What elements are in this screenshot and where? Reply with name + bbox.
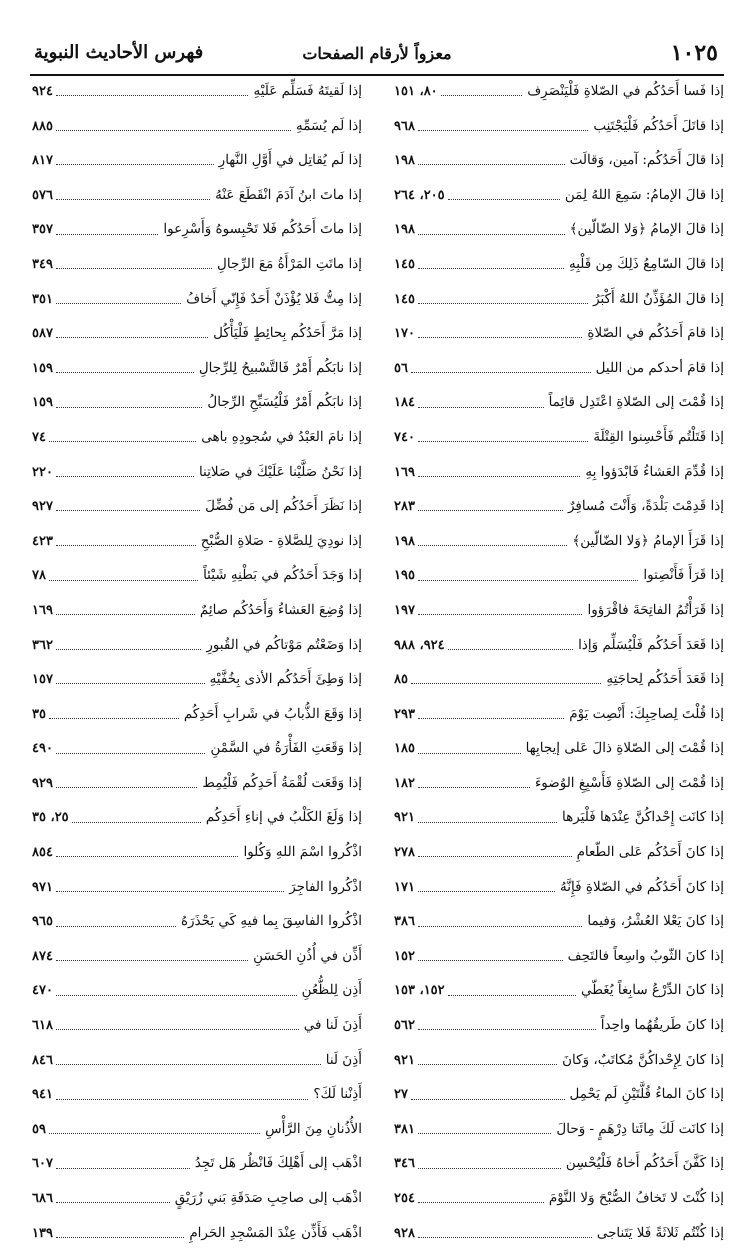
hadith-incipit: إذا نابَكُم أَمْرٌ فَالتَّسْبيحُ لِلرِّجالِ	[198, 359, 362, 376]
hadith-incipit: إذا نامَ العَبْدُ في سُجودِهِ باهى	[201, 428, 362, 445]
page-reference: ١٩٨	[394, 222, 415, 238]
index-entry	[394, 1043, 724, 1078]
leader-dots	[418, 821, 557, 823]
page-reference: ١٥٧	[32, 672, 53, 688]
index-entry	[32, 178, 362, 213]
leader-dots	[448, 994, 576, 996]
leader-dots	[56, 233, 158, 235]
page-reference: ٢٨٣	[394, 499, 415, 515]
page-reference: ١٩٧	[394, 602, 415, 618]
leader-dots	[56, 302, 181, 304]
hadith-incipit: إذا كُنْتَ لا تَخافُ الصُّبْحَ وَلا النَّوْمَ	[548, 1190, 724, 1206]
leader-dots	[411, 1098, 565, 1100]
index-entry	[32, 212, 362, 247]
index-entry	[394, 662, 724, 697]
hadith-incipit: اذْهَب فَأَذِّن عِنْدَ المَسْجِدِ الحَرامِ	[189, 1224, 362, 1241]
index-entry	[394, 385, 724, 420]
index-entry	[394, 351, 724, 386]
leader-dots	[418, 855, 572, 857]
index-entry	[32, 489, 362, 524]
leader-dots	[56, 994, 297, 996]
index-entry	[394, 1181, 724, 1216]
page-reference: ١٤٥	[394, 256, 415, 272]
page-reference: ٢٥٤	[394, 1191, 415, 1206]
page-reference: ١٩٨	[394, 153, 415, 169]
hadith-incipit: أَذِنْنا لَكَ؟	[313, 1086, 362, 1103]
page-reference: ٨٠، ١٥١	[394, 84, 438, 99]
page-reference: ٣٨٦	[394, 914, 415, 930]
page-reference: ٣٥١	[32, 291, 53, 307]
hadith-incipit: إذا كُنْتُم ثَلاثَةً فَلا يَتَناجى	[596, 1224, 724, 1241]
leader-dots	[418, 163, 565, 165]
page-reference: ٢٧	[394, 1087, 408, 1103]
index-entry	[394, 766, 724, 801]
page-reference: ٨٤٦	[32, 1052, 53, 1068]
index-entry	[32, 904, 362, 939]
hadith-incipit: إذا كانَت إِحْداكُنَّ عِنْدَها فَلْيَرها	[562, 809, 724, 826]
page-reference: ١٨٥	[394, 741, 415, 757]
hadith-incipit: إذا قَرَأَ فَأَنْصِتوا	[643, 567, 724, 584]
page-reference: ٨٥	[394, 672, 408, 688]
leader-dots	[56, 509, 200, 511]
leader-dots	[448, 648, 574, 650]
leader-dots	[418, 752, 521, 754]
hadith-incipit: إذا ماتَتِ المَرْأَةُ مَعَ الرِّجالِ	[217, 255, 362, 272]
index-entry	[394, 489, 724, 524]
hadith-incipit: إذا قَرَأْتُمُ الفاتِحَةَ فاقْرَؤوا	[587, 601, 724, 618]
page-reference: ٩٢٩	[32, 775, 53, 791]
index-entry	[394, 593, 724, 628]
hadith-incipit: إذا نَظَرَ أَحَدُكُم إلى مَن فُضِّلَ	[205, 498, 362, 515]
index-entry	[32, 870, 362, 905]
index-entry	[32, 316, 362, 351]
hadith-incipit: إذا قاتَلَ أَحَدُكُم فَلْيَجْتَنِب	[593, 117, 724, 134]
hadith-incipit: إذا مِتُّ فَلا يُؤْذَنْ أَحَدٌ فَإِنّي أَخافُ	[186, 290, 362, 307]
index-entry	[394, 628, 724, 663]
leader-dots	[56, 371, 194, 373]
hadith-incipit: إذا قُلْتَ لِصاحِبِكَ: أَنْصِت يَوْمَ	[569, 705, 724, 722]
index-entry	[32, 1008, 362, 1043]
index-entry	[394, 904, 724, 939]
hadith-incipit: إذا قالَ السّامِعُ ذَلِكَ مِن قَلْبِهِ	[568, 255, 724, 272]
index-entry	[32, 524, 362, 559]
index-entry	[32, 835, 362, 870]
hadith-incipit: إذا نابَكُم أَمْرٌ فَلْيُسَبِّحِ الرِّجالُ	[207, 394, 362, 411]
page-reference: ٣٥٧	[32, 222, 53, 238]
index-entry	[32, 800, 362, 835]
leader-dots	[56, 959, 248, 961]
leader-dots	[418, 1201, 544, 1203]
leader-dots	[56, 336, 208, 338]
leader-dots	[56, 855, 239, 857]
index-entry	[32, 143, 362, 178]
page-reference: ٣٥	[32, 706, 46, 722]
hadith-incipit: إذا قامَ أَحَدُكُم في الصّلاةِ	[587, 325, 724, 342]
leader-dots	[418, 544, 567, 546]
index-entry	[32, 420, 362, 455]
page-reference: ١٦٩	[32, 602, 53, 618]
hadith-incipit: إذا قَعَدَ أَحَدُكُم لِحاجَتِهِ	[606, 671, 724, 688]
hadith-incipit: إذا كَفَّنَ أَحَدُكُم أَخاهُ فَلْيُحْسِن	[565, 1155, 724, 1172]
leader-dots	[49, 579, 198, 581]
index-entry	[32, 558, 362, 593]
leader-dots	[56, 648, 201, 650]
hadith-incipit: إذا وَلَغَ الكَلْبُ في إناءِ أَحَدِكُم	[205, 809, 362, 826]
hadith-incipit: إذا ماتَ أَحَدُكُم فَلا تَحْبِسوهُ وَأَسْرِعوا	[163, 221, 362, 238]
hadith-incipit: إذا قالَ أَحَدُكُم: آمين، وَقالَت	[569, 152, 724, 169]
hadith-incipit: إذا ماتَ ابنُ آدَمَ انْقَطَعَ عَنْهُ	[215, 186, 362, 203]
page-reference: ١٧٠	[394, 326, 415, 342]
hadith-incipit: إذا قُمْتَ إلى الصّلاةِ اعْتَدِل قائِماً	[548, 394, 724, 411]
hadith-incipit: إذا قَتَلْتُم فَأَحْسِنوا القِتْلَةَ	[593, 428, 724, 445]
leader-dots	[418, 302, 588, 304]
leader-dots	[56, 1201, 170, 1203]
index-entry	[32, 973, 362, 1008]
page-reference: ١٨٤	[394, 395, 415, 411]
leader-dots	[418, 1167, 561, 1169]
page-reference: ١٦٩	[394, 464, 415, 480]
leader-dots	[418, 129, 588, 131]
index-entry	[394, 247, 724, 282]
page-reference: ٤٢٣	[32, 533, 53, 549]
hadith-incipit: إذا لَقيتَهُ فَسَلِّم عَلَيْهِ	[253, 83, 362, 99]
hadith-incipit: إذا فَسا أَحَدُكُم في الصّلاةِ فَلْيَنْصَرِف	[527, 83, 724, 99]
page-reference: ١٥٢	[394, 948, 415, 964]
leader-dots	[56, 475, 194, 477]
page-reference: ٩٧١	[32, 879, 53, 895]
page-reference: ١٨٢	[394, 775, 415, 791]
page-reference: ٥٨٧	[32, 326, 53, 342]
page-reference: ٢٥، ٣٥	[32, 810, 69, 826]
index-entry	[32, 593, 362, 628]
hadith-incipit: إذا مَرَّ أَحَدُكُم بِحائِطٍ فَلْيَأْكُل	[213, 325, 362, 342]
hadith-incipit: إذا وَطِئَ أَحَدُكُم الأذى بِخُفَّيْهِ	[209, 671, 362, 688]
hadith-incipit: إذا قُمْتَ إلى الصّلاةِ ذالَ عَلى إيجابِها	[525, 740, 724, 757]
leader-dots	[418, 1028, 596, 1030]
hadith-incipit: إذا كانَ أَحَدُكُم عَلى الطّعامِ	[576, 844, 724, 861]
page-reference: ٩٢٤	[32, 84, 53, 99]
hadith-incipit: إذا كانَ الدِّرْعُ سابِغاً يُغَطّي	[580, 982, 724, 999]
page-reference: ٦٠٧	[32, 1156, 53, 1172]
leader-dots	[418, 925, 582, 927]
index-entry	[394, 1008, 724, 1043]
leader-dots	[56, 925, 176, 927]
index-entry	[32, 282, 362, 317]
index-entry	[394, 1216, 724, 1250]
leader-dots	[418, 509, 563, 511]
index-entry	[394, 1112, 724, 1147]
hadith-incipit: اذْهَب إلى صاحِبِ صَدَقَةِ بَني زُرَيْقٍ	[174, 1190, 362, 1206]
page-reference: ٧٨	[32, 568, 46, 584]
hadith-incipit: إذا لَم يُسَمِّهِ	[295, 117, 362, 134]
index-entry	[32, 939, 362, 974]
leader-dots	[49, 440, 196, 442]
hadith-incipit: إذا كانَ الماءُ قُلَّتَيْنِ لَم يَحْمِل	[569, 1086, 724, 1103]
leader-dots	[56, 94, 249, 96]
leader-dots	[56, 163, 214, 165]
page-reference: ١٧١	[394, 879, 415, 895]
page-reference: ٩٢٤، ٩٨٨	[394, 637, 445, 653]
index-entry	[394, 455, 724, 490]
leader-dots	[418, 1063, 557, 1065]
hadith-incipit: إذا قالَ الإمامُ: سَمِعَ اللهُ لِمَن	[564, 186, 724, 203]
page-reference: ٩٤١	[32, 1087, 53, 1103]
leader-dots	[448, 198, 560, 200]
index-entry	[32, 628, 362, 663]
book-section-title: فهرس الأحاديث النبوية	[34, 42, 204, 63]
page-reference: ٨٥٤	[32, 845, 53, 861]
page-reference: ١٥٩	[32, 395, 53, 411]
index-entry	[32, 731, 362, 766]
leader-dots	[56, 752, 206, 754]
leader-dots	[56, 1063, 321, 1065]
hadith-incipit: إذا قامَ أحدكم من الليل	[595, 359, 724, 376]
index-entry	[394, 524, 724, 559]
index-entry	[394, 316, 724, 351]
page-reference: ٣٦٢	[32, 637, 53, 653]
index-entry	[32, 385, 362, 420]
index-entry	[394, 973, 724, 1008]
page-reference: ١٥٢، ١٥٣	[394, 983, 445, 999]
page-reference: ٩٢١	[394, 1052, 415, 1068]
leader-dots	[56, 890, 284, 892]
hadith-incipit: اذْهَب إلى أَهْلِكَ فَانْظُر هَل تَجِدُ	[194, 1155, 362, 1172]
page-reference: ٨١٧	[32, 153, 53, 169]
index-column-left	[32, 74, 362, 1250]
hadith-incipit: إذا وَقَعَت لُقْمَةُ أَحَدِكُم فَلْيُمِط	[202, 774, 362, 791]
index-entry	[32, 109, 362, 144]
page-reference: ٨٨٥	[32, 118, 53, 134]
page-reference: ٢٢٠	[32, 464, 53, 480]
hadith-incipit: إذا قَعَدَ أَحَدُكُم فَلْيُسَلِّم وَإذا	[578, 636, 724, 653]
page-reference: ٩٦٨	[394, 118, 415, 134]
index-entry	[32, 247, 362, 282]
page-reference: ٥٦	[394, 360, 408, 376]
page-reference: ٣٤٦	[394, 1156, 415, 1172]
leader-dots	[418, 336, 582, 338]
leader-dots	[56, 682, 205, 684]
leader-dots	[418, 579, 638, 581]
index-entry	[32, 1181, 362, 1216]
page-reference: ١٩٥	[394, 568, 415, 584]
hadith-incipit: اذْكُروا الفاسِقَ بِما فيهِ كَي يَحْذَرَهُ	[180, 913, 362, 930]
leader-dots	[411, 371, 591, 373]
leader-dots	[56, 1028, 299, 1030]
page-number: ١٠٢٥	[670, 40, 718, 66]
leader-dots	[56, 1098, 308, 1100]
hadith-incipit: أَذِن لِلظُّعُنِ	[301, 982, 362, 999]
leader-dots	[418, 890, 555, 892]
leader-dots	[441, 94, 523, 96]
running-title: معزواً لأرقام الصفحات	[302, 44, 452, 63]
hadith-incipit: إذا كانَ لِإِحْداكُنَّ مُكاتَبٌ، وَكانَ	[562, 1051, 724, 1068]
page-header	[30, 38, 724, 76]
leader-dots	[56, 129, 291, 131]
page-reference: ٥٦٢	[394, 1018, 415, 1034]
leader-dots	[411, 682, 601, 684]
page-reference: ١٣٩	[32, 1225, 53, 1241]
leader-dots	[56, 786, 197, 788]
page-reference: ٨٧٤	[32, 948, 53, 964]
page-reference: ٧٤	[32, 429, 46, 445]
index-entry	[394, 282, 724, 317]
leader-dots	[418, 613, 582, 615]
leader-dots	[418, 1236, 592, 1238]
index-entry	[394, 835, 724, 870]
page-reference: ٧٤٠	[394, 429, 415, 445]
index-entry	[32, 1216, 362, 1250]
index-entry	[32, 1043, 362, 1078]
page-reference: ١٥٩	[32, 360, 53, 376]
leader-dots	[418, 233, 565, 235]
index-entry	[32, 766, 362, 801]
hadith-incipit: إذا كانَ الثّوبُ واسِعاً فالتَحِف	[567, 947, 724, 964]
hadith-incipit: إذا لَم يُقاتِل في أَوَّلِ النَّهارِ	[218, 152, 362, 169]
hadith-incipit: إذا نودِيَ لِلصَّلاةِ - صَلاةِ الصُّبْحِ	[200, 532, 362, 549]
index-entry	[32, 74, 362, 109]
leader-dots	[72, 821, 201, 823]
page-reference: ٩٢٧	[32, 499, 53, 515]
hadith-incipit: إذا كانَ يَعْلا العُشْرُ، وَفيما	[587, 913, 724, 930]
hadith-incipit: إذا قالَ المُؤَذِّنُ اللهُ أَكْبَرُ	[593, 290, 724, 307]
page-reference: ٢٩٣	[394, 706, 415, 722]
leader-dots	[418, 786, 530, 788]
page-reference: ٦١٨	[32, 1018, 53, 1034]
leader-dots	[418, 406, 544, 408]
leader-dots	[418, 440, 588, 442]
leader-dots	[418, 475, 580, 477]
leader-dots	[49, 717, 179, 719]
hadith-incipit: إذا وَقَعَ الذُّبابُ في شَرابِ أَحَدِكُم	[183, 705, 362, 722]
page-reference: ١٩٨	[394, 533, 415, 549]
index-entry	[394, 109, 724, 144]
index-entry	[32, 697, 362, 732]
index-entry	[394, 939, 724, 974]
index-entry	[32, 1146, 362, 1181]
hadith-incipit: إذا كانَ طَريقُهُما واحِداً	[600, 1017, 724, 1034]
page-reference: ٤٩٠	[32, 741, 53, 757]
index-column-right	[394, 74, 724, 1250]
hadith-incipit: إذا قَدِمْتَ بَلْدَةً، وَأَنْتَ مُسافِرٌ	[567, 498, 724, 515]
leader-dots	[418, 959, 563, 961]
page-reference: ٥٧٦	[32, 187, 53, 203]
leader-dots	[56, 406, 202, 408]
hadith-incipit: اذْكُروا اسْمَ اللهِ وَكُلوا	[243, 844, 362, 861]
hadith-incipit: إذا قالَ الإمامُ ﴿وَلا الضّالّين﴾	[569, 221, 724, 238]
page-reference: ٩٦٥	[32, 914, 53, 930]
hadith-incipit: إذا وَقَعَتِ الفَأْرَةُ في السَّمْنِ	[210, 740, 362, 757]
page-reference: ١٤٥	[394, 291, 415, 307]
leader-dots	[418, 1132, 551, 1134]
index-entry	[394, 558, 724, 593]
page-reference: ٩٢١	[394, 810, 415, 826]
hadith-incipit: إذا وُضِعَ العَشاءُ وَأَحَدُكُم صائِمٌ	[199, 601, 362, 618]
index-entry	[32, 455, 362, 490]
page-reference: ٤٧٠	[32, 983, 53, 999]
hadith-incipit: إذا قَرَأَ الإمامُ ﴿وَلا الضّالّين﴾	[572, 532, 724, 549]
index-entry	[394, 420, 724, 455]
hadith-incipit: اذْكُروا الفاجِرَ	[289, 878, 362, 895]
hadith-incipit: إذا قُدِّمَ العَشاءُ فَابْدَؤوا بِهِ	[585, 463, 724, 480]
page-reference: ٢٧٨	[394, 845, 415, 861]
index-entry	[394, 1146, 724, 1181]
hadith-incipit: إذا وَضَعْتُم مَوْتاكُم في القُبورِ	[206, 636, 362, 653]
index-entry	[32, 1112, 362, 1147]
hadith-incipit: أَذِنَ لَنا في	[303, 1017, 362, 1034]
leader-dots	[56, 1236, 184, 1238]
page-reference: ٩٢٨	[394, 1225, 415, 1241]
index-entry	[394, 731, 724, 766]
page-reference: ٣٨١	[394, 1121, 415, 1137]
index-entry	[394, 800, 724, 835]
index-entry	[394, 212, 724, 247]
index-entry	[32, 662, 362, 697]
hadith-incipit: الأُذُنانِ مِنَ الرَّأْسِ	[265, 1120, 362, 1137]
index-entry	[394, 74, 724, 109]
leader-dots	[56, 198, 210, 200]
index-entry	[394, 697, 724, 732]
page-reference: ٦٨٦	[32, 1191, 53, 1206]
hadith-incipit: إذا كانَ أَحَدُكُم في الصّلاةِ فَإِنَّهُ	[560, 878, 724, 895]
page-reference: ٢٠٥، ٢٦٤	[394, 187, 445, 203]
leader-dots	[49, 1132, 260, 1134]
index-entry	[32, 1077, 362, 1112]
page-reference: ٥٩	[32, 1121, 46, 1137]
index-entry	[394, 143, 724, 178]
hadith-incipit: إذا وَجَدَ أَحَدُكُم في بَطْنِهِ شَيْئاً	[203, 567, 362, 584]
hadith-incipit: إذا قُمْتَ إلى الصّلاةِ فَأَسْبِغِ الوُضوءَ	[534, 774, 724, 791]
leader-dots	[56, 544, 196, 546]
leader-dots	[418, 267, 564, 269]
leader-dots	[56, 1167, 190, 1169]
index-entry	[394, 1077, 724, 1112]
leader-dots	[418, 717, 564, 719]
leader-dots	[56, 613, 195, 615]
index-entry	[32, 351, 362, 386]
page-reference: ٣٤٩	[32, 256, 53, 272]
hadith-incipit: أَذِنَ لَنا	[325, 1051, 362, 1068]
hadith-incipit: أَذِّن في أُذُنِ الحَسَنِ	[253, 947, 362, 964]
hadith-incipit: إذا كانَت لَكَ مِائَتا دِرْهَمٍ - وَحالَ	[556, 1120, 724, 1137]
hadith-incipit: إذا نَحْنُ صَلَّيْنا عَلَيْكَ في صَلاتِنا	[198, 463, 362, 480]
leader-dots	[56, 267, 212, 269]
index-entry	[394, 870, 724, 905]
index-entry	[394, 178, 724, 213]
